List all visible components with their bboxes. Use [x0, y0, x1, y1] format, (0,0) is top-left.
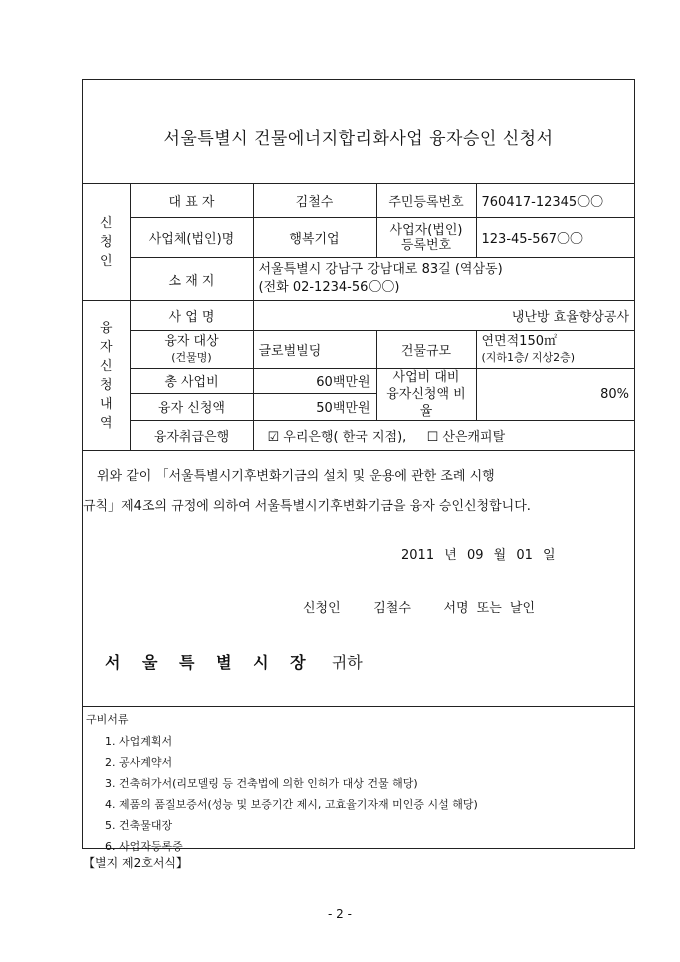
list-item: 5. 건축물대장: [105, 819, 173, 832]
regno-label: 사업자(법인) 등록번호: [376, 218, 476, 258]
request-value[interactable]: 50백만원: [253, 393, 376, 420]
project-value[interactable]: 냉난방 효율향상공사: [253, 301, 634, 331]
addressee: [105, 650, 363, 673]
statement: [83, 462, 634, 522]
project-label: 사 업 명: [130, 301, 253, 331]
addr-value[interactable]: 서울특별시 강남구 강남대로 83길 (역삼동) (전화 02-1234-56〇〇): [253, 258, 634, 301]
documents-header: 구비서류: [86, 713, 129, 726]
total-row: [83, 369, 634, 394]
ratio-value[interactable]: 80%: [476, 369, 634, 421]
bank-options: [253, 421, 634, 451]
bank-label: 융자취급은행: [130, 421, 253, 451]
target-label: 융자 대상 (건물명): [130, 331, 253, 369]
application-table: [83, 183, 634, 451]
ratio-label: 사업비 대비 융자신청액 비율: [376, 369, 476, 421]
list-item: 4. 제품의 품질보증서(성능 및 보증기간 제시, 고효율기자재 미인증 시설 해당): [105, 798, 478, 811]
scale-value[interactable]: 연면적150㎡ (지하1층/ 지상2층): [476, 331, 634, 369]
biz-label: 사업체(법인)명: [130, 218, 253, 258]
date-month[interactable]: 09: [466, 548, 484, 563]
rep-value[interactable]: 김철수: [253, 184, 376, 218]
addressee-suffix: 귀하: [331, 653, 363, 672]
list-item: 1. 사업계획서: [105, 735, 173, 748]
rep-label: 대 표 자: [130, 184, 253, 218]
addr-label: 소 재 지: [130, 258, 253, 301]
form-number: 【별지 제2호서식】: [83, 856, 189, 870]
loan-side-label: 융 자 신 청 내 역: [83, 301, 130, 451]
list-item: 2. 공사계약서: [105, 756, 173, 769]
target-row: [83, 331, 634, 369]
statement-line-2: 규칙」제4조의 규정에 의하여 서울특별시기후변화기금을 융자 승인신청합니다.: [83, 499, 531, 514]
required-documents: [83, 706, 634, 857]
date-day[interactable]: 01: [516, 548, 533, 563]
bank-row: [83, 421, 634, 451]
list-item: 6. 사업자등록증: [105, 840, 183, 853]
signature-name[interactable]: 김철수: [373, 601, 411, 616]
application-form: [82, 79, 635, 853]
total-label: 총 사업비: [130, 369, 253, 394]
address-row: [83, 258, 634, 301]
regno-value[interactable]: 123-45-567〇〇: [476, 218, 634, 258]
project-row: [83, 301, 634, 331]
target-value[interactable]: 글로벌빌딩: [253, 331, 376, 369]
statement-line-1: 위와 같이 「서울특별시기후변화기금의 설치 및 운용에 관한 조례 시행: [97, 469, 495, 484]
addressee-name: 서 울 특 별 시 장: [105, 653, 314, 672]
rrn-value[interactable]: 760417-12345〇〇: [476, 184, 634, 218]
list-item: 3. 건축허가서(리모델링 등 건축법에 의한 인허가 대상 건물 해당): [105, 777, 418, 790]
request-label: 융자 신청액: [130, 393, 253, 420]
application-date: 2011 년 09 월 01 일: [401, 548, 556, 563]
signature-seal[interactable]: 서명 또는 날인: [443, 601, 536, 616]
scale-label: 건물규모: [376, 331, 476, 369]
applicant-side-label: 신 청 인: [83, 184, 130, 301]
rrn-label: 주민등록번호: [376, 184, 476, 218]
bank-option-kdb-capital[interactable]: ☐ 산은캐피탈: [426, 430, 506, 445]
rep-row: [83, 184, 634, 218]
form-title: 서울특별시 건물에너지합리화사업 융자승인 신청서: [163, 129, 554, 149]
total-value[interactable]: 60백만원: [253, 369, 376, 394]
signature-line: [303, 597, 535, 616]
signature-label: 신청인: [303, 601, 341, 616]
biz-row: [83, 218, 634, 258]
biz-value[interactable]: 행복기업: [253, 218, 376, 258]
date-year[interactable]: 2011: [401, 548, 435, 563]
bank-option-woori[interactable]: ☑ 우리은행( 한국 지점),: [267, 430, 407, 445]
page-number: - 2 -: [328, 907, 352, 921]
